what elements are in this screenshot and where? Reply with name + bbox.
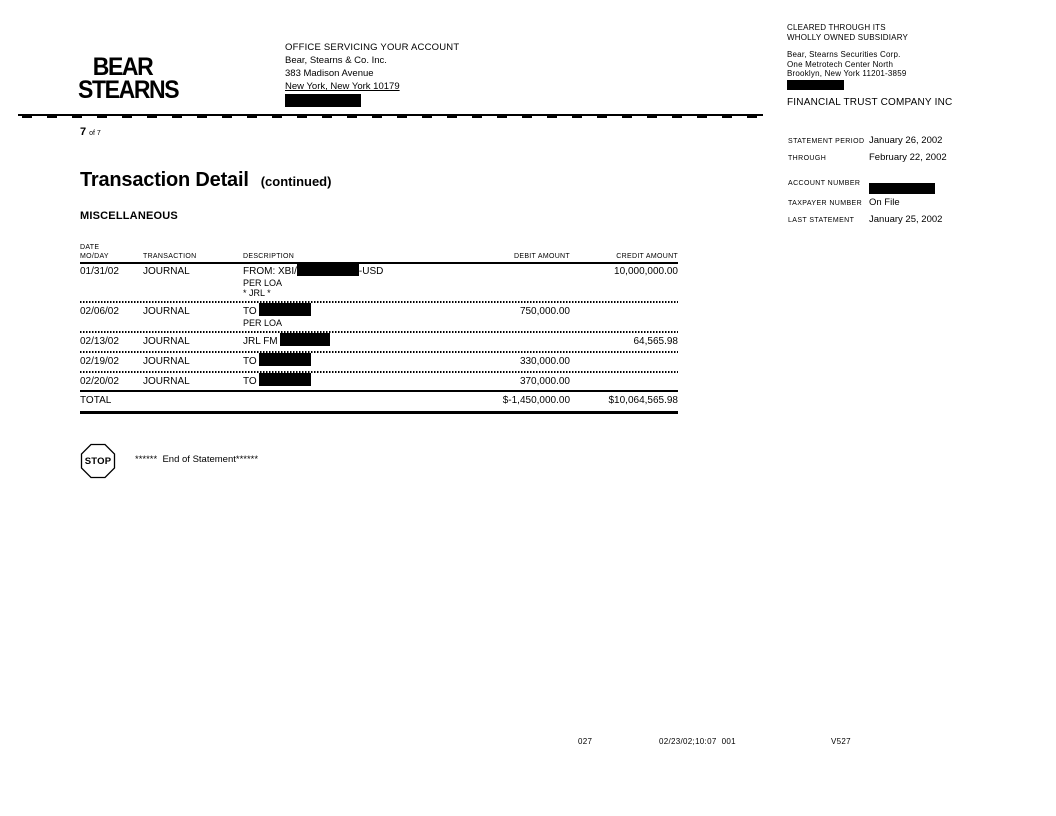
meta-value: January 25, 2002 [869,214,943,225]
redaction-bar [259,373,311,386]
description-line [243,288,468,298]
header-debit-amount: DEBIT AMOUNT [514,252,570,260]
redaction-bar [787,80,844,90]
description-text: TO [243,306,260,317]
section-title [80,169,331,192]
cell-credit-amount: 64,565.98 [633,336,678,347]
bear-stearns-logo [78,53,179,104]
description-text: -USD [358,266,384,277]
footer-timestamp: 02/23/02;10:07 001 [659,737,736,746]
redaction-bar [285,94,361,107]
stop-label: STOP [84,455,112,467]
total-debit: $-1,450,000.00 [502,395,570,406]
description-line [243,356,468,368]
cell-debit-amount: 750,000.00 [519,306,570,317]
table-row [80,354,678,369]
stop-sign [80,443,116,479]
cleared-line-1: CLEARED THROUGH ITS [787,23,886,32]
cell-debit-amount: 370,000.00 [519,376,570,387]
meta-label: STATEMENT PERIOD [788,138,865,145]
page-number: 7 [80,126,87,138]
cell-description [243,356,468,368]
description-text: * JRL * [243,288,271,298]
cell-debit-amount: 330,000.00 [519,356,570,367]
header-credit-amount: CREDIT AMOUNT [616,252,678,260]
row-divider [80,301,678,303]
meta-value: January 26, 2002 [869,135,943,146]
cell-transaction: JOURNAL [143,376,190,387]
description-line [243,306,468,318]
cell-description [243,266,468,298]
description-text: TO [243,376,260,387]
description-text: PER LOA [243,278,283,288]
description-line [243,278,468,288]
office-city: New York, New York 10179 [285,81,400,92]
subsidiary-address [787,50,952,79]
footer-batch-number: 027 [578,737,593,746]
cell-transaction: JOURNAL [143,356,190,367]
office-company: Bear, Stearns & Co. Inc. [285,55,387,66]
cell-description [243,336,468,348]
total-row [80,392,678,410]
description-line [243,336,468,348]
cell-description [243,306,468,328]
description-line [243,376,468,388]
subsidiary-street: One Metrotech Center North [787,59,894,69]
header-description: DESCRIPTION [243,252,295,260]
description-line [243,266,468,278]
meta-row-statement-period [788,135,947,152]
cell-date: 02/06/02 [80,306,119,317]
cell-date: 02/13/02 [80,336,119,347]
subsidiary-city: Brooklyn, New York 11201-3859 [787,69,907,78]
subsidiary-name: Bear, Stearns Securities Corp. [787,50,901,59]
end-of-statement-text: ****** End of Statement****** [135,454,259,465]
page-of: of 7 [89,130,101,137]
description-text: TO [243,356,260,367]
row-divider [80,351,678,353]
financial-trust-company: FINANCIAL TRUST COMPANY INC [787,96,953,108]
cell-date: 01/31/02 [80,266,119,277]
description-line [243,318,468,328]
table-row [80,304,678,329]
row-divider [80,331,678,333]
cell-description [243,376,468,388]
meta-row-last-statement [788,214,947,231]
table-row [80,264,678,299]
header-date-line2: MO/DAY [80,252,109,260]
cell-credit-amount: 10,000,000.00 [614,266,678,277]
title-continued: (continued) [260,174,332,189]
description-text: PER LOA [243,318,283,328]
logo-line-2: STEARNS [78,76,179,104]
table-row [80,334,678,349]
clearing-block [787,23,952,108]
cell-transaction: JOURNAL [143,266,190,277]
redaction-bar [259,353,311,366]
total-credit: $10,064,565.98 [608,395,678,406]
meta-spacer [788,169,947,180]
meta-label: LAST STATEMENT [788,217,855,224]
title-text: Transaction Detail [80,169,249,191]
statement-meta [788,135,947,231]
meta-row-through [788,152,947,169]
meta-value: February 22, 2002 [869,152,947,163]
cell-transaction: JOURNAL [143,306,190,317]
office-servicing-block [285,41,459,107]
cell-date: 02/19/02 [80,356,119,367]
meta-row-taxpayer-number [788,197,947,214]
transaction-table [80,244,678,414]
cleared-line-2: WHOLLY OWNED SUBSIDIARY [787,33,909,42]
description-text: JRL FM [243,336,281,347]
table-row [80,374,678,389]
header-date-line1: DATE [80,244,100,251]
meta-label: THROUGH [788,155,827,162]
section-category: MISCELLANEOUS [80,210,178,222]
transaction-rows [80,264,678,389]
logo-line-1: BEAR [92,53,153,81]
meta-label: ACCOUNT NUMBER [788,180,861,187]
header-transaction: TRANSACTION [143,252,197,260]
header-divider [18,114,763,116]
table-header-row-2 [80,253,678,262]
cell-date: 02/20/02 [80,376,119,387]
page-indicator [80,126,101,138]
footer-version: V527 [831,737,851,746]
redaction-bar [297,263,359,276]
meta-value: On File [869,197,900,208]
cell-transaction: JOURNAL [143,336,190,347]
row-divider [80,371,678,373]
office-street: 383 Madison Avenue [285,68,374,79]
meta-row-account-number [788,180,947,197]
table-header-row-1 [80,244,678,253]
table-header [80,244,678,261]
description-text: FROM: XBI/ [243,266,297,277]
redaction-bar [869,183,935,194]
total-label: TOTAL [80,395,112,406]
total-bottom-rule [80,411,678,414]
meta-label: TAXPAYER NUMBER [788,200,863,207]
redaction-bar [280,333,330,346]
redaction-bar [259,303,311,316]
office-heading: OFFICE SERVICING YOUR ACCOUNT [285,42,460,53]
